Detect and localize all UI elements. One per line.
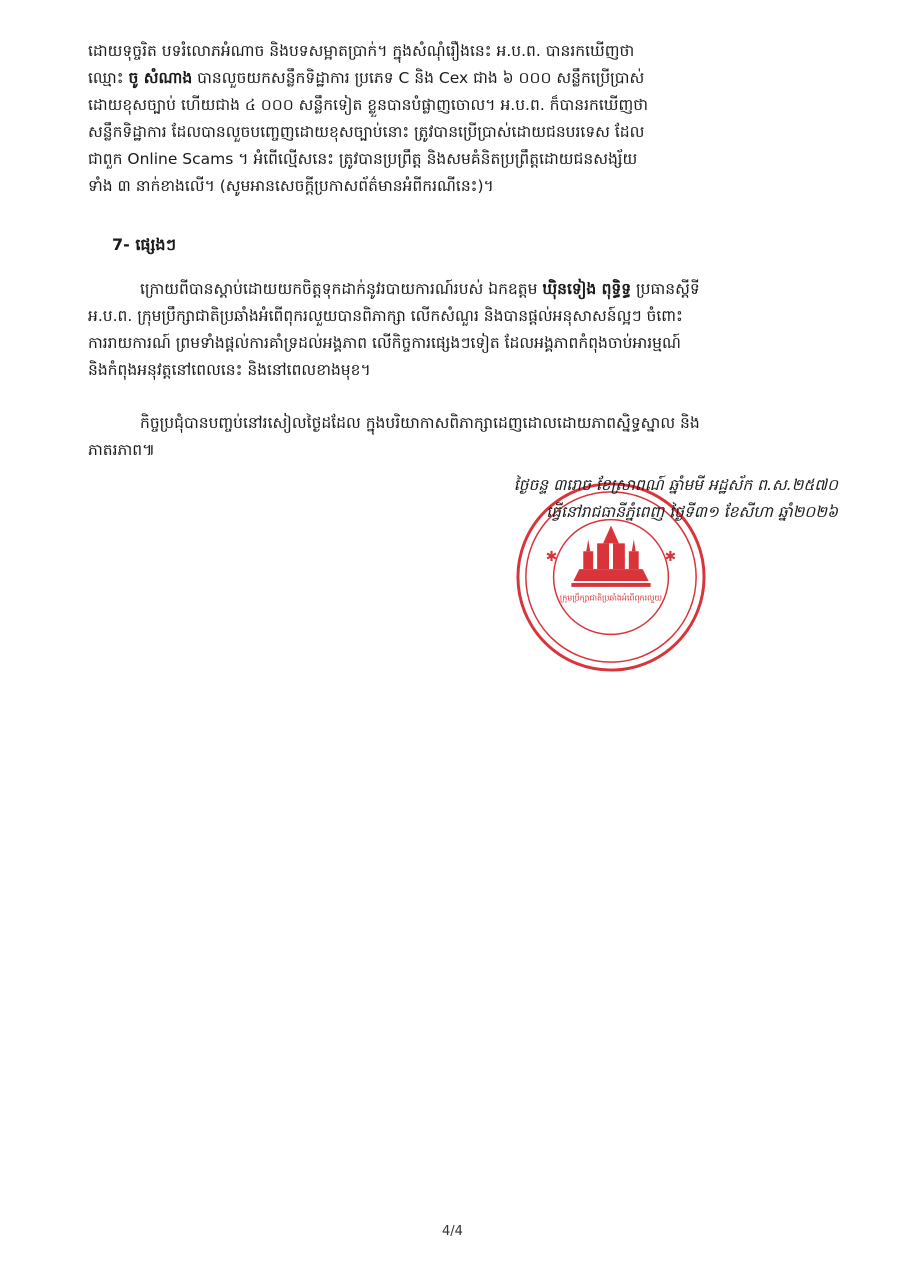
text-line: ការរាយការណ៍ ព្រមទាំងផ្តល់ការគាំទ្រដល់អង្គភាព លើកិច្ចការផ្សេងៗទៀត ដែលអង្គភាពកំពុងចាប់អារម្មណ៍ xyxy=(88,334,681,352)
paragraph-closing xyxy=(88,410,828,464)
text-line: អ.ប.ព. ក្រុមប្រឹក្សាជាតិប្រឆាំងអំពើពុករលួយបានពិភាក្សា លើកសំណួរ និងបានផ្តល់អនុសាសន៍ល្អៗ ចំពោះ xyxy=(88,307,683,325)
text-line xyxy=(88,65,828,92)
star-icon: ✱ xyxy=(664,549,677,566)
paragraph-continuation xyxy=(88,38,828,200)
text-line: ដោយខុសច្បាប់ ហើយជាង ៤ ០០០ សន្លឹកទៀត ខ្លួនបានបំផ្លាញចោល។ អ.ប.ព. ក៏បានរកឃើញថា xyxy=(88,96,649,114)
suspect-name: ចូ សំណាង xyxy=(128,69,193,87)
section-heading: 7- ផ្សេងៗ xyxy=(112,235,177,254)
temple-emblem-icon xyxy=(571,526,650,587)
seal-inner-label: ក្រុមប្រឹក្សាជាតិប្រឆាំងអំពើពុករលួយ xyxy=(559,593,663,603)
text-line: ដោយទុច្ចរិត បទរំលោភអំណាច និងបទសម្អាតប្រាក់។ ក្នុងសំណុំរឿងនេះ អ.ប.ព. បានរកឃើញថា xyxy=(88,42,635,60)
text-line xyxy=(88,276,828,303)
text-line: ជាពួក Online Scams ។ អំពើល្មើសនេះ ត្រូវបានប្រព្រឹត្ត និងសមគំនិតប្រព្រឹត្តដោយជនសង្ស័យ xyxy=(88,150,638,168)
solar-date: ធ្វើនៅរាជធានីភ្នំពេញ ថ្ងៃទី៣១ ខែសីហា ឆ្នាំ២០២៦ xyxy=(546,503,838,521)
official-name: ឃុិនទៀង ពុទ្ធិទ្ធ xyxy=(542,280,632,298)
text-fragment: បានលួចយកសន្លឹកទិដ្ឋាការ ប្រភេទ C និង Cex ជាង ៦ ០០០ សន្លឹកប្រើប្រាស់ xyxy=(197,69,645,87)
text-line: សន្លឹកទិដ្ឋាការ ដែលបានលួចបញ្ចេញដោយខុសច្បាប់នោះ ត្រូវបានប្រើប្រាស់ដោយជនបរទេស ដែល xyxy=(88,123,645,141)
text-fragment: ឈ្មោះ xyxy=(88,69,124,87)
text-line: និងកំពុងអនុវត្តនៅពេលនេះ និងនៅពេលខាងមុខ។ xyxy=(88,361,371,379)
text-fragment: ក្រោយពីបានស្តាប់ដោយយកចិត្តទុកដាក់នូវរបាយការណ៍របស់ ឯកឧត្តម xyxy=(140,280,538,298)
date-block xyxy=(378,472,838,526)
star-icon: ✱ xyxy=(545,549,558,566)
text-line: កិច្ចប្រជុំបានបញ្ចប់នៅរសៀលថ្ងៃដដែល ក្នុងបរិយាកាសពិភាក្សាដេញដោលដោយភាពស្និទ្ធស្នាល និង xyxy=(140,414,700,432)
page-number: 4/4 xyxy=(442,1224,463,1239)
text-line: ទាំង ៣ នាក់ខាងលើ។ (សូមអានសេចក្តីប្រកាសព័ត៌មានអំពីករណីនេះ)។ xyxy=(88,177,494,195)
text-line: ភាតរភាព៕ xyxy=(88,441,155,459)
lunar-date: ថ្ងៃចន្ទ ៣រោច ខែស្រាពណ៍ ឆ្នាំមមី អដ្ឋស័ក ព.ស.២៥៧០ xyxy=(513,476,838,494)
paragraph-report xyxy=(88,276,828,384)
text-fragment: ប្រធានស្តីទី xyxy=(636,280,700,298)
